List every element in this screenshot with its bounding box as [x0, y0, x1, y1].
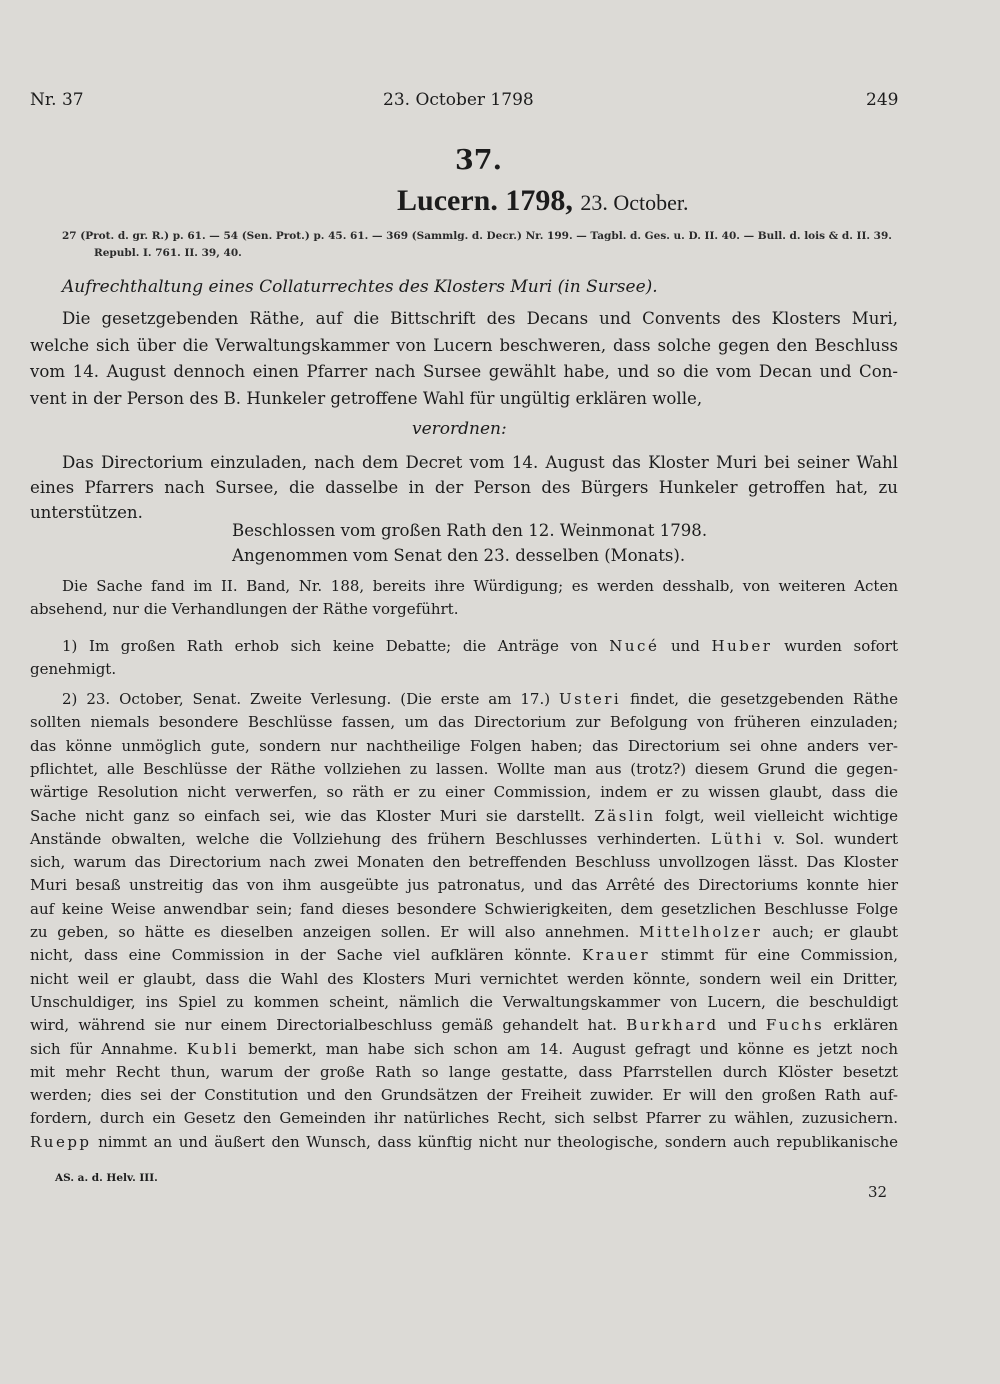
speaker-name: Fuchs: [765, 1016, 825, 1035]
document-number: 37.: [455, 145, 502, 176]
text-line: [30, 923, 898, 941]
text-line: unterstützen.: [30, 503, 143, 522]
text-segment: mit mehr Recht thun, warum der große Rath so lange gestatte, dass Pfarrstellen durch Klöster besetzt: [30, 1062, 898, 1081]
text-line: [30, 1016, 898, 1034]
document-subject: Aufrechthaltung eines Collaturrechtes des Klosters Muri (in Sursee).: [62, 277, 658, 297]
speaker-name: Kubli: [186, 1039, 240, 1058]
header-page-number: 249: [866, 90, 899, 110]
signature-mark: AS. a. d. Helv. III.: [55, 1172, 158, 1184]
text-line: [30, 660, 116, 678]
text-line: [30, 807, 898, 825]
text-segment: v. Sol. wundert: [763, 829, 899, 848]
header-document-number: Nr. 37: [30, 90, 84, 110]
verordnen-heading: verordnen:: [412, 419, 507, 439]
text-line: [30, 970, 898, 988]
text-line: Das Directorium einzuladen, nach dem Decret vom 14. August das Kloster Muri bei seiner Wahl: [62, 453, 898, 472]
speaker-name: Mittelholzer: [639, 923, 763, 941]
text-segment: wird, während sie nur einem Directorialbeschluss gemäß gehandelt hat.: [30, 1016, 627, 1035]
text-segment: und: [659, 637, 712, 655]
text-segment: findet, die gesetzgebenden Räthe: [621, 690, 898, 708]
text-line: eines Pfarrers nach Sursee, die dasselbe in der Person des Bürgers Hunkeler getroffen hat, zu: [30, 478, 898, 497]
text-segment: fordern, durch ein Gesetz den Gemeinden ihr natürliches Recht, sich selbst Pfarrer zu wählen, zuzusichern.: [30, 1109, 898, 1128]
text-segment: Anstände obwalten, welche die Vollziehung des frühern Beschlusses verhinderten.: [30, 829, 712, 848]
text-line: absehend, nur die Verhandlungen der Räthe vorgeführt.: [30, 600, 459, 618]
text-segment: sich, warum das Directorium nach zwei Monaten den betreffenden Beschluss unvollzogen lässt. Das Kloster: [30, 853, 898, 872]
text-line: vom 14. August dennoch einen Pfarrer nach Sursee gewählt habe, und so die vom Decan und Con-: [30, 362, 898, 381]
source-references-line: Republ. I. 761. II. 39, 40.: [94, 247, 242, 259]
speaker-name: Nucé: [609, 637, 660, 655]
sheet-number: 32: [868, 1183, 888, 1201]
text-segment: werden; dies sei der Constitution und den Grundsätzen der Freiheit zuwider. Er will den großen Rath auf-: [30, 1086, 898, 1105]
text-segment: sollten niemals besondere Beschlüsse fassen, um das Directorium zur Befolgung von früheren einzuladen;: [30, 713, 898, 732]
text-line: vent in der Person des B. Hunkeler getroffene Wahl für ungültig erklären wolle,: [30, 388, 703, 408]
text-segment: auf keine Weise anwendbar sein; fand dieses besondere Schwierigkeiten, dem gesetzlichen Beschlusse Folge: [30, 899, 898, 918]
text-line: [30, 1086, 898, 1104]
text-line: [30, 1109, 898, 1127]
text-segment: Unschuldiger, ins Spiel zu kommen scheint, nämlich die Verwaltungskammer von Lucern, die beschuldigt: [30, 992, 898, 1011]
resolution-senate: Angenommen vom Senat den 23. desselben (Monats).: [232, 546, 686, 565]
text-line: [30, 737, 898, 755]
text-segment: erklären: [824, 1016, 898, 1035]
text-line: [30, 1133, 898, 1151]
text-line: [30, 946, 898, 964]
text-line: [30, 900, 898, 918]
heading-year: 1798,: [505, 184, 573, 217]
text-segment: nicht weil er glaubt, dass die Wahl des Klosters Muri vernichtet werden könnte, sondern weil ein Dritter,: [30, 969, 898, 988]
text-segment: stimmt für eine Commission,: [650, 946, 898, 965]
speaker-name: Burkhard: [626, 1016, 719, 1035]
text-segment: das könne unmöglich gute, sondern nur nachtheilige Folgen haben; das Directorium sei ohne anders ver-: [30, 736, 898, 755]
text-line: [62, 690, 898, 708]
text-line: [30, 1063, 898, 1081]
resolution-great-council: Beschlossen vom großen Rath den 12. Weinmonat 1798.: [232, 521, 708, 540]
text-segment: Muri besaß unstreitig das von ihm ausgeübte jus patronatus, und das Arrêté des Directoriums konnte hier: [30, 876, 898, 895]
text-line: Die gesetzgebenden Räthe, auf die Bittschrift des Decans und Convents des Klosters Muri,: [62, 309, 898, 328]
heading-place: Lucern.: [397, 184, 498, 217]
heading-date: 23. October.: [580, 190, 689, 215]
text-line: [30, 830, 898, 848]
text-segment: auch; er glaubt: [762, 923, 898, 941]
speaker-name: Zäslin: [594, 806, 656, 825]
text-segment: nicht, dass eine Commission in der Sache viel aufklären könnte.: [30, 946, 583, 965]
speaker-name: Usteri: [559, 690, 622, 708]
speaker-name: Ruepp: [30, 1132, 92, 1151]
text-segment: wärtige Resolution nicht verwerfen, so räth er zu einer Commission, indem er zu wissen glaubt, dass die: [30, 783, 898, 802]
text-line: [30, 760, 898, 778]
text-segment: 2) 23. October, Senat. Zweite Verlesung. (Die erste am 17.): [62, 690, 559, 708]
text-segment: Sache nicht ganz so einfach sei, wie das Kloster Muri sie darstellt.: [30, 806, 595, 825]
text-segment: und: [718, 1016, 766, 1035]
source-references-line: 27 (Prot. d. gr. R.) p. 61. — 54 (Sen. Prot.) p. 45. 61. — 369 (Sammlg. d. Decr.) Nr. 199. — Tagbl. d. Ges. u. D. II. 40. — Bull. d. lois & d. II. 39.: [62, 230, 892, 242]
text-segment: nimmt an und äußert den Wunsch, dass künftig nicht nur theologische, sondern auch republikanische: [91, 1132, 898, 1151]
document-heading: [397, 184, 688, 218]
text-line: [30, 876, 898, 894]
speaker-name: Lüthi: [711, 829, 764, 848]
text-segment: wurden sofort: [772, 637, 899, 655]
text-segment: bemerkt, man habe sich schon am 14. August gefragt und könne es jetzt noch: [239, 1039, 898, 1058]
text-segment: pflichtet, alle Beschlüsse der Räthe vollziehen zu lassen. Wollte man aus (trotz?) diesem Grund die gegen-: [30, 759, 898, 778]
text-line: [30, 853, 898, 871]
text-segment: zu geben, so hätte es dieselben anzeigen sollen. Er will also annehmen.: [30, 923, 640, 941]
speaker-name: Huber: [711, 637, 773, 655]
header-date: 23. October 1798: [383, 90, 534, 110]
text-line: [30, 1040, 898, 1058]
text-line: [30, 783, 898, 801]
text-segment: folgt, weil vielleicht wichtige: [655, 806, 899, 825]
text-line: [30, 713, 898, 731]
text-line: [62, 637, 898, 655]
text-segment: genehmigt.: [30, 660, 117, 678]
text-segment: 1) Im großen Rath erhob sich keine Debatte; die Anträge von: [62, 637, 610, 655]
speaker-name: Krauer: [582, 946, 651, 965]
text-line: Die Sache fand im II. Band, Nr. 188, bereits ihre Würdigung; es werden desshalb, von weiteren Acten: [62, 577, 898, 595]
text-line: welche sich über die Verwaltungskammer von Lucern beschweren, dass solche gegen den Beschluss: [30, 335, 898, 355]
text-segment: sich für Annahme.: [30, 1039, 187, 1058]
text-line: [30, 993, 898, 1011]
